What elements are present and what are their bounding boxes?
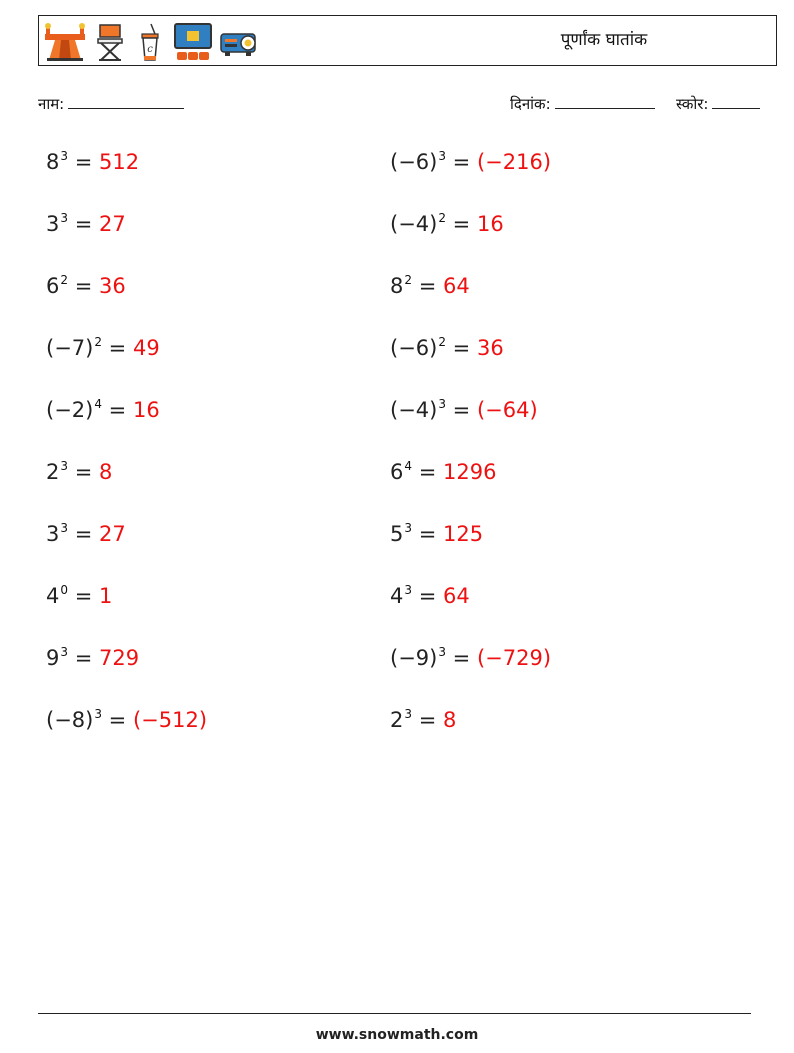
problem-answer: 8 (99, 460, 113, 484)
problem-answer: (−729) (476, 646, 552, 670)
date-field[interactable] (510, 92, 655, 116)
problem-base: 4 (390, 584, 404, 608)
problem-exponent: 2 (404, 273, 413, 287)
page-title: पूर्णांक घातांक (560, 30, 648, 50)
problem-base: (−8) (46, 708, 94, 732)
equals-sign: = (74, 646, 93, 670)
header-icons (43, 20, 261, 64)
director-chair-icon (93, 22, 127, 62)
problem-exponent: 3 (438, 645, 446, 659)
equals-sign: = (74, 522, 93, 546)
equals-sign: = (418, 274, 437, 298)
problem-item (46, 272, 126, 300)
problem-base: (−7) (46, 336, 94, 360)
projector-icon (219, 22, 261, 62)
problem-base: 9 (46, 646, 60, 670)
problem-base: 6 (390, 460, 404, 484)
problem-item (46, 148, 139, 176)
problem-exponent: 2 (438, 211, 446, 225)
problem-answer: 16 (132, 398, 160, 422)
problem-item (390, 706, 456, 734)
problem-base: 4 (46, 584, 60, 608)
problem-base: 3 (46, 212, 60, 236)
problem-answer: 125 (443, 522, 484, 546)
problem-exponent: 2 (94, 335, 102, 349)
problem-base: 6 (46, 274, 60, 298)
problem-answer: 1296 (443, 460, 497, 484)
name-blank[interactable] (68, 93, 184, 109)
problem-base: (−2) (46, 398, 94, 422)
problem-answer: 36 (99, 274, 126, 298)
problem-exponent: 3 (60, 521, 69, 535)
problem-item (390, 210, 504, 238)
equals-sign: = (74, 460, 93, 484)
equals-sign: = (452, 646, 471, 670)
problem-item (46, 644, 139, 672)
score-blank[interactable] (712, 93, 760, 109)
cinema-screen-icon (173, 22, 213, 62)
problem-base: 2 (46, 460, 60, 484)
problem-exponent: 3 (60, 645, 69, 659)
worksheet-header (38, 15, 777, 66)
equals-sign: = (74, 150, 93, 174)
problem-answer: 64 (443, 584, 470, 608)
problem-item (46, 520, 126, 548)
problem-exponent: 3 (404, 521, 413, 535)
problem-answer: 8 (443, 708, 457, 732)
problem-base: 2 (390, 708, 404, 732)
problem-item (390, 520, 483, 548)
equals-sign: = (74, 274, 93, 298)
problem-answer: 729 (99, 646, 140, 670)
name-field[interactable] (38, 92, 184, 116)
problem-exponent: 2 (438, 335, 446, 349)
equals-sign: = (418, 522, 437, 546)
problem-answer: 64 (443, 274, 470, 298)
problem-item (390, 148, 551, 176)
problem-base: 8 (390, 274, 404, 298)
problem-exponent: 3 (404, 583, 413, 597)
problem-item (46, 582, 112, 610)
svg-text:c: c (147, 44, 153, 55)
problem-exponent: 3 (438, 397, 446, 411)
problem-item (46, 334, 160, 362)
equals-sign: = (74, 212, 93, 236)
date-blank[interactable] (555, 93, 655, 109)
soda-cup-icon (133, 22, 167, 62)
footer-divider (38, 1013, 751, 1014)
problem-base: (−4) (390, 212, 438, 236)
problem-exponent: 3 (60, 149, 69, 163)
score-field[interactable] (676, 92, 760, 116)
problem-answer: 27 (99, 522, 126, 546)
problem-base: 3 (46, 522, 60, 546)
problem-answer: 16 (476, 212, 504, 236)
problem-answer: (−64) (476, 398, 538, 422)
problem-item (46, 706, 207, 734)
problem-item (390, 396, 538, 424)
equals-sign: = (452, 336, 471, 360)
problem-item (390, 582, 470, 610)
problem-exponent: 3 (404, 707, 413, 721)
problem-item (46, 396, 160, 424)
equals-sign: = (108, 398, 127, 422)
problem-exponent: 3 (438, 149, 446, 163)
problem-exponent: 0 (60, 583, 69, 597)
score-label: स्कोर: (676, 95, 709, 113)
equals-sign: = (108, 336, 127, 360)
problem-base: 5 (390, 522, 404, 546)
equals-sign: = (418, 708, 437, 732)
problem-item (46, 458, 112, 486)
date-label: दिनांक: (510, 95, 551, 113)
equals-sign: = (418, 584, 437, 608)
problem-answer: 49 (132, 336, 160, 360)
equals-sign: = (108, 708, 127, 732)
problem-exponent: 3 (94, 707, 102, 721)
problem-base: (−6) (390, 150, 438, 174)
problem-item (390, 644, 551, 672)
problem-item (390, 458, 496, 486)
problem-exponent: 3 (60, 459, 69, 473)
equals-sign: = (74, 584, 93, 608)
problem-item (390, 334, 504, 362)
problem-base: (−4) (390, 398, 438, 422)
problem-exponent: 3 (60, 211, 69, 225)
footer-url: www.snowmath.com (315, 1027, 479, 1043)
problem-answer: 512 (99, 150, 140, 174)
equals-sign: = (452, 150, 471, 174)
equals-sign: = (452, 212, 471, 236)
name-label: नाम: (38, 95, 65, 113)
problem-exponent: 2 (60, 273, 69, 287)
problem-base: (−6) (390, 336, 438, 360)
problem-base: 8 (46, 150, 60, 174)
road-barrier-icon (43, 22, 87, 62)
problem-answer: 1 (99, 584, 113, 608)
problem-item (390, 272, 470, 300)
problem-answer: 36 (476, 336, 504, 360)
problem-exponent: 4 (94, 397, 102, 411)
problem-base: (−9) (390, 646, 438, 670)
equals-sign: = (452, 398, 471, 422)
problem-answer: 27 (99, 212, 126, 236)
problem-answer: (−512) (132, 708, 208, 732)
equals-sign: = (418, 460, 437, 484)
problem-item (46, 210, 126, 238)
problem-answer: (−216) (476, 150, 552, 174)
problem-exponent: 4 (404, 459, 413, 473)
